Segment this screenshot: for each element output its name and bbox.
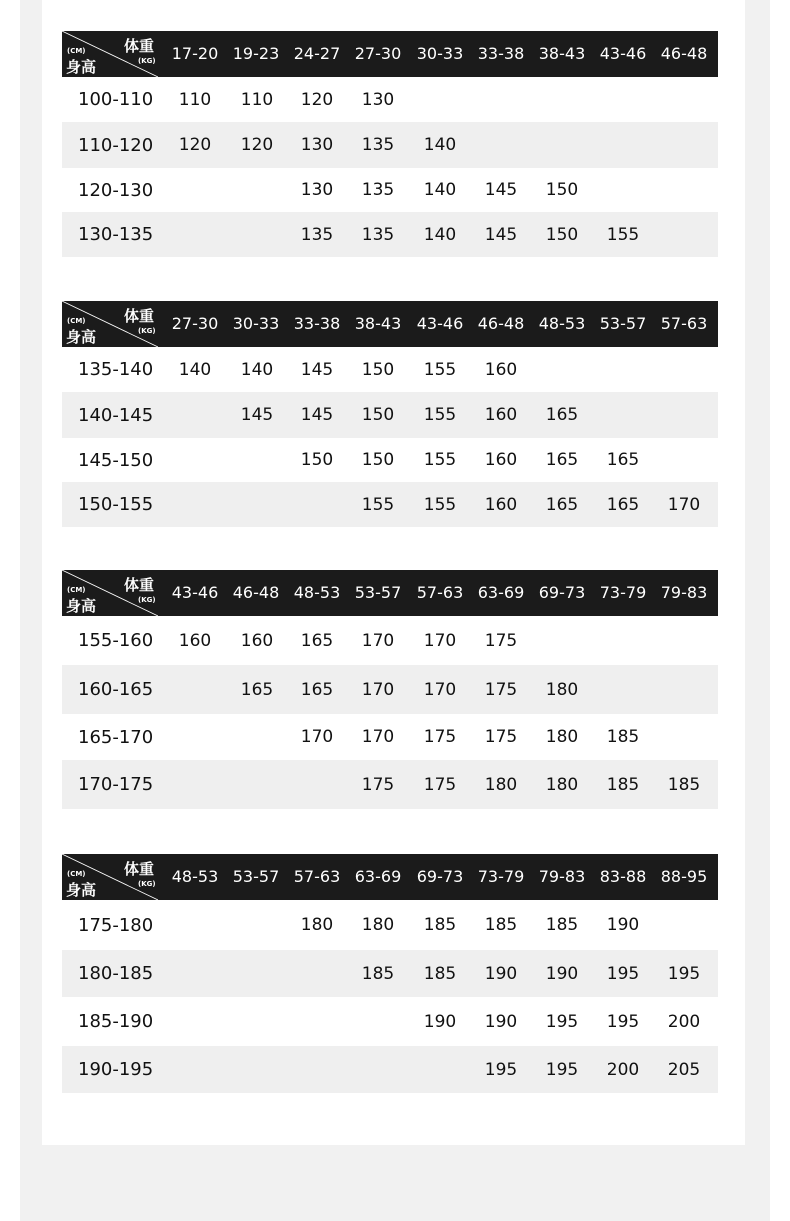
height-label: 身高 [66,597,97,615]
size-cell: 165 [545,450,579,470]
weight-range-header: 38-43 [354,314,402,333]
height-range: 150-155 [78,494,154,515]
weight-range-header: 48-53 [171,867,219,886]
height-range: 145-150 [78,449,154,471]
size-cell: 155 [423,359,457,380]
size-cell: 180 [545,679,579,700]
table-row [62,168,718,212]
header-corner [62,301,158,347]
size-cell: 205 [667,1059,701,1080]
weight-range-header: 83-88 [599,867,647,886]
size-cell: 145 [484,224,518,245]
size-cell: 145 [300,359,334,380]
size-cell: 140 [423,135,457,155]
height-unit: (CM) [67,47,86,55]
weight-range-header: 33-38 [293,314,341,333]
height-range: 155-160 [78,630,154,651]
size-cell: 165 [545,405,579,425]
table-row [62,77,718,122]
height-range: 120-130 [78,179,154,201]
height-range: 110-120 [78,134,154,156]
size-cell: 180 [545,727,579,747]
size-cell: 190 [606,915,640,935]
size-cell: 110 [178,89,212,110]
weight-range-header: 33-38 [477,44,525,63]
weight-unit: (KG) [138,596,156,604]
weight-range-header: 69-73 [538,583,586,602]
weight-range-header: 43-46 [171,583,219,602]
table-row [62,482,718,527]
size-cell: 130 [361,89,395,110]
height-range: 175-180 [78,914,154,936]
table-row [62,760,718,809]
weight-range-header: 43-46 [416,314,464,333]
header-corner [62,31,158,77]
size-cell: 160 [240,630,274,651]
weight-range-header: 46-48 [232,583,280,602]
weight-range-header: 79-83 [660,583,708,602]
size-cell: 185 [667,774,701,795]
weight-range-header: 79-83 [538,867,586,886]
size-cell: 145 [240,405,274,425]
size-cell: 160 [484,359,518,380]
table-header [62,570,718,616]
weight-range-header: 19-23 [232,44,280,63]
size-cell: 165 [545,494,579,515]
size-cell: 165 [606,494,640,515]
size-cell: 160 [484,494,518,515]
header-corner [62,570,158,616]
weight-range-header: 30-33 [416,44,464,63]
weight-label: 体重 [124,307,155,325]
size-cell: 155 [423,405,457,425]
height-label: 身高 [66,328,97,346]
size-cell: 185 [484,915,518,935]
weight-range-header: 27-30 [354,44,402,63]
weight-unit: (KG) [138,57,156,65]
height-range: 160-165 [78,679,154,700]
size-table [62,854,718,1080]
size-cell: 145 [300,405,334,425]
size-cell: 195 [545,1059,579,1080]
size-cell: 135 [361,180,395,200]
weight-label: 体重 [124,576,155,594]
height-range: 190-195 [78,1059,154,1080]
size-cell: 135 [361,135,395,155]
table-row [62,1046,718,1093]
weight-unit: (KG) [138,327,156,335]
size-cell: 165 [300,679,334,700]
weight-label: 体重 [124,860,155,878]
size-cell: 155 [606,224,640,245]
size-cell: 175 [484,630,518,651]
size-cell: 185 [423,915,457,935]
weight-range-header: 63-69 [477,583,525,602]
size-cell: 190 [484,963,518,984]
height-label: 身高 [66,881,97,899]
size-cell: 190 [423,1011,457,1032]
weight-range-header: 30-33 [232,314,280,333]
size-cell: 140 [178,359,212,380]
size-cell: 185 [606,774,640,795]
size-cell: 150 [545,180,579,200]
size-cell: 185 [606,727,640,747]
size-cell: 180 [361,915,395,935]
weight-range-header: 73-79 [477,867,525,886]
table-row [62,900,718,950]
table-row [62,438,718,482]
table-row [62,212,718,257]
weight-range-header: 46-48 [660,44,708,63]
height-range: 170-175 [78,774,154,795]
size-cell: 185 [545,915,579,935]
height-range: 140-145 [78,404,154,426]
size-cell: 180 [545,774,579,795]
size-cell: 130 [300,180,334,200]
table-row [62,392,718,438]
weight-unit: (KG) [138,880,156,888]
weight-range-header: 27-30 [171,314,219,333]
size-cell: 150 [300,450,334,470]
weight-range-header: 63-69 [354,867,402,886]
size-cell: 140 [240,359,274,380]
size-cell: 155 [423,450,457,470]
height-range: 180-185 [78,963,154,984]
size-cell: 145 [484,180,518,200]
weight-range-header: 73-79 [599,583,647,602]
size-table [62,301,718,515]
size-cell: 170 [300,727,334,747]
size-cell: 110 [240,89,274,110]
size-cell: 175 [423,774,457,795]
size-cell: 120 [178,135,212,155]
size-cell: 140 [423,180,457,200]
size-cell: 130 [300,135,334,155]
size-cell: 175 [484,679,518,700]
weight-range-header: 48-53 [538,314,586,333]
height-unit: (CM) [67,586,86,594]
size-cell: 200 [667,1011,701,1032]
size-cell: 195 [545,1011,579,1032]
height-range: 135-140 [78,359,154,380]
weight-range-header: 88-95 [660,867,708,886]
size-cell: 165 [240,679,274,700]
size-cell: 160 [484,405,518,425]
weight-range-header: 17-20 [171,44,219,63]
size-cell: 200 [606,1059,640,1080]
table-row [62,714,718,760]
size-cell: 170 [423,679,457,700]
weight-range-header: 46-48 [477,314,525,333]
size-cell: 195 [484,1059,518,1080]
height-range: 130-135 [78,224,154,245]
size-cell: 150 [361,359,395,380]
size-cell: 175 [423,727,457,747]
size-cell: 165 [606,450,640,470]
table-header [62,854,718,900]
size-cell: 170 [361,679,395,700]
size-cell: 190 [484,1011,518,1032]
size-cell: 185 [361,963,395,984]
height-unit: (CM) [67,870,86,878]
size-cell: 135 [361,224,395,245]
weight-range-header: 57-63 [293,867,341,886]
header-corner [62,854,158,900]
size-cell: 180 [484,774,518,795]
table-row [62,997,718,1046]
weight-range-header: 57-63 [660,314,708,333]
size-cell: 185 [423,963,457,984]
table-row [62,616,718,665]
size-cell: 135 [300,224,334,245]
size-cell: 120 [240,135,274,155]
table-row [62,347,718,392]
size-cell: 195 [667,963,701,984]
size-cell: 155 [423,494,457,515]
size-cell: 155 [361,494,395,515]
weight-range-header: 43-46 [599,44,647,63]
size-cell: 140 [423,224,457,245]
weight-range-header: 38-43 [538,44,586,63]
height-range: 185-190 [78,1011,154,1032]
size-cell: 170 [423,630,457,651]
size-cell: 150 [545,224,579,245]
weight-range-header: 57-63 [416,583,464,602]
size-cell: 175 [361,774,395,795]
table-row [62,122,718,168]
table-row [62,950,718,997]
size-cell: 150 [361,450,395,470]
weight-range-header: 48-53 [293,583,341,602]
table-header [62,301,718,347]
weight-label: 体重 [124,37,155,55]
size-table [62,570,718,795]
weight-range-header: 53-57 [354,583,402,602]
size-cell: 160 [178,630,212,651]
size-table [62,31,718,245]
height-range: 165-170 [78,726,154,748]
weight-range-header: 53-57 [232,867,280,886]
size-cell: 175 [484,727,518,747]
size-cell: 150 [361,405,395,425]
size-cell: 180 [300,915,334,935]
weight-range-header: 24-27 [293,44,341,63]
height-unit: (CM) [67,317,86,325]
size-cell: 195 [606,1011,640,1032]
size-cell: 170 [361,630,395,651]
size-cell: 170 [361,727,395,747]
table-header [62,31,718,77]
size-cell: 120 [300,89,334,110]
size-cell: 165 [300,630,334,651]
size-cell: 160 [484,450,518,470]
size-cell: 195 [606,963,640,984]
height-range: 100-110 [78,89,154,110]
weight-range-header: 69-73 [416,867,464,886]
weight-range-header: 53-57 [599,314,647,333]
table-row [62,665,718,714]
size-cell: 170 [667,494,701,515]
size-cell: 190 [545,963,579,984]
height-label: 身高 [66,58,97,76]
